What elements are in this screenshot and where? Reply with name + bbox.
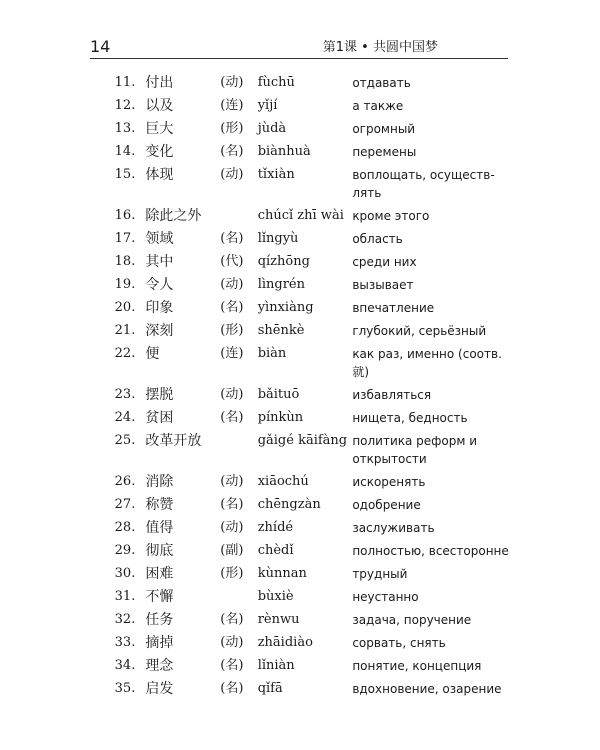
- entry-pinyin: lǐngyù: [257, 231, 299, 246]
- entry-translation: одобрение: [352, 498, 421, 512]
- entry-translation: как раз, именно (соотв. 就): [352, 347, 502, 379]
- entry-pinyin: lìngrén: [257, 277, 305, 292]
- entry-pinyin: bǎituō: [257, 387, 300, 402]
- entry-number: 22.: [114, 346, 136, 361]
- entry-part-of-speech: (名): [220, 612, 244, 627]
- entry-pinyin: lǐniàn: [257, 658, 295, 673]
- entry-pinyin: qízhōng: [257, 254, 310, 269]
- entry-part-of-speech: (代): [220, 254, 244, 269]
- entry-translation: воплощать, осуществ-лять: [352, 168, 495, 200]
- vocab-row: [90, 166, 510, 202]
- entry-number: 17.: [114, 231, 136, 246]
- entry-number: 13.: [114, 121, 136, 136]
- entry-translation: отдавать: [352, 76, 411, 90]
- entry-number: 15.: [114, 167, 136, 182]
- running-title: 第1课 • 共圆中国梦: [322, 40, 438, 55]
- vocab-row: [90, 120, 510, 138]
- entry-translation: а также: [352, 99, 404, 113]
- entry-word: 付出: [145, 75, 174, 91]
- entry-number: 18.: [114, 254, 136, 269]
- entry-translation: глубокий, серьёзный: [352, 324, 487, 338]
- vocab-row: [90, 276, 510, 294]
- vocab-row: [90, 299, 510, 317]
- entry-translation: неустанно: [352, 590, 419, 604]
- entry-pinyin: zhídé: [257, 520, 294, 535]
- entry-number: 11.: [114, 75, 136, 90]
- entry-word: 巨大: [145, 121, 174, 137]
- entry-word: 其中: [145, 254, 174, 270]
- entry-word: 令人: [145, 277, 174, 293]
- entry-word: 摆脱: [145, 387, 174, 403]
- entry-translation: кроме этого: [352, 209, 430, 223]
- entry-word: 以及: [145, 98, 174, 114]
- entry-word: 不懈: [145, 589, 174, 605]
- vocab-row: [90, 496, 510, 514]
- vocab-row: [90, 207, 510, 225]
- entry-translation: избавляться: [352, 388, 432, 402]
- entry-word: 体现: [145, 167, 174, 183]
- entry-word: 消除: [145, 474, 174, 490]
- entry-pinyin: bùxiè: [257, 589, 294, 604]
- entry-translation: понятие, концепция: [352, 659, 482, 673]
- vocab-row: [90, 386, 510, 404]
- entry-translation: впечатление: [352, 301, 435, 315]
- entry-pinyin: pínkùn: [257, 410, 304, 425]
- vocab-row: [90, 230, 510, 248]
- vocab-row: [90, 253, 510, 271]
- entry-translation: вызывает: [352, 278, 414, 292]
- entry-translation: огромный: [352, 122, 416, 136]
- entry-word: 领域: [145, 231, 174, 247]
- entry-number: 14.: [114, 144, 136, 159]
- entry-part-of-speech: (名): [220, 658, 244, 673]
- vocab-row: [90, 97, 510, 115]
- vocab-row: [90, 680, 510, 698]
- entry-part-of-speech: (动): [220, 635, 244, 650]
- entry-word: 任务: [145, 612, 174, 628]
- entry-part-of-speech: (名): [220, 231, 244, 246]
- vocab-row: [90, 519, 510, 537]
- entry-word: 彻底: [145, 543, 174, 559]
- entry-pinyin: chēngzàn: [257, 497, 321, 512]
- entry-number: 27.: [114, 497, 136, 512]
- entry-pinyin: biàn: [257, 346, 287, 361]
- entry-translation: перемены: [352, 145, 417, 159]
- entry-number: 32.: [114, 612, 136, 627]
- entry-word: 启发: [145, 681, 174, 697]
- entry-part-of-speech: (名): [220, 497, 244, 512]
- entry-part-of-speech: (名): [220, 681, 244, 696]
- entry-part-of-speech: (动): [220, 387, 244, 402]
- entry-number: 12.: [114, 98, 136, 113]
- entry-translation: среди них: [352, 255, 417, 269]
- entry-pinyin: rènwu: [257, 612, 300, 627]
- entry-pinyin: kùnnan: [257, 566, 307, 581]
- entry-word: 除此之外: [145, 208, 202, 224]
- entry-number: 25.: [114, 433, 136, 448]
- vocab-row: [90, 611, 510, 629]
- entry-word: 摘掉: [145, 635, 174, 651]
- entry-part-of-speech: (名): [220, 300, 244, 315]
- entry-translation: вдохновение, озарение: [352, 682, 502, 696]
- entry-pinyin: zhāidiào: [257, 635, 313, 650]
- entry-number: 19.: [114, 277, 136, 292]
- entry-word: 变化: [145, 144, 174, 160]
- entry-pinyin: gǎigé kāifàng: [257, 433, 348, 448]
- entry-translation: полностью, всесторонне: [352, 544, 509, 558]
- entry-number: 20.: [114, 300, 136, 315]
- entry-part-of-speech: (动): [220, 520, 244, 535]
- entry-word: 深刻: [145, 323, 174, 339]
- entry-number: 26.: [114, 474, 136, 489]
- entry-word: 改革开放: [145, 433, 202, 449]
- entry-part-of-speech: (连): [220, 346, 244, 361]
- vocab-row: [90, 542, 510, 560]
- entry-translation: нищета, бедность: [352, 411, 468, 425]
- entry-part-of-speech: (动): [220, 474, 244, 489]
- entry-translation: трудный: [352, 567, 408, 581]
- entry-pinyin: fùchū: [257, 75, 295, 90]
- entry-part-of-speech: (动): [220, 75, 244, 90]
- vocab-row: [90, 473, 510, 491]
- entry-number: 16.: [114, 208, 136, 223]
- entry-translation: заслуживать: [352, 521, 435, 535]
- vocab-row: [90, 565, 510, 583]
- entry-word: 印象: [145, 300, 174, 316]
- entry-number: 21.: [114, 323, 136, 338]
- entry-translation: политика реформ и открытости: [352, 434, 478, 466]
- entry-word: 便: [145, 346, 160, 362]
- vocab-row: [90, 143, 510, 161]
- entry-pinyin: biànhuà: [257, 144, 311, 159]
- page-header: [90, 36, 508, 59]
- entry-part-of-speech: (形): [220, 323, 244, 338]
- vocab-row: [90, 409, 510, 427]
- vocab-row: [90, 432, 510, 468]
- vocabulary-list: [90, 74, 510, 703]
- entry-pinyin: chúcǐ zhī wài: [257, 208, 344, 223]
- entry-number: 24.: [114, 410, 136, 425]
- entry-translation: сорвать, снять: [352, 636, 446, 650]
- vocab-row: [90, 322, 510, 340]
- entry-pinyin: chèdǐ: [257, 543, 294, 558]
- entry-pinyin: tǐxiàn: [257, 167, 295, 182]
- entry-translation: область: [352, 232, 403, 246]
- vocab-row: [90, 634, 510, 652]
- vocab-row: [90, 657, 510, 675]
- entry-number: 29.: [114, 543, 136, 558]
- entry-number: 33.: [114, 635, 136, 650]
- entry-number: 30.: [114, 566, 136, 581]
- vocab-row: [90, 345, 510, 381]
- entry-translation: искоренять: [352, 475, 426, 489]
- entry-part-of-speech: (名): [220, 144, 244, 159]
- entry-word: 困难: [145, 566, 174, 582]
- entry-word: 理念: [145, 658, 174, 674]
- entry-number: 23.: [114, 387, 136, 402]
- vocab-row: [90, 74, 510, 92]
- entry-pinyin: xiāochú: [257, 474, 309, 489]
- entry-pinyin: jùdà: [257, 121, 287, 136]
- entry-word: 值得: [145, 520, 174, 536]
- entry-part-of-speech: (副): [220, 543, 244, 558]
- vocab-row: [90, 588, 510, 606]
- entry-pinyin: qǐfā: [257, 681, 283, 696]
- entry-number: 35.: [114, 681, 136, 696]
- entry-part-of-speech: (形): [220, 121, 244, 136]
- entry-pinyin: yǐjí: [257, 98, 278, 113]
- entry-word: 贫困: [145, 410, 174, 426]
- entry-part-of-speech: (形): [220, 566, 244, 581]
- entry-translation: задача, поручение: [352, 613, 472, 627]
- entry-word: 称赞: [145, 497, 174, 513]
- entry-part-of-speech: (动): [220, 167, 244, 182]
- entry-number: 28.: [114, 520, 136, 535]
- entry-part-of-speech: (名): [220, 410, 244, 425]
- page-number: 14: [90, 37, 111, 56]
- entry-number: 34.: [114, 658, 136, 673]
- entry-part-of-speech: (连): [220, 98, 244, 113]
- entry-part-of-speech: (动): [220, 277, 244, 292]
- entry-pinyin: yìnxiàng: [257, 300, 314, 315]
- entry-number: 31.: [114, 589, 136, 604]
- entry-pinyin: shēnkè: [257, 323, 305, 338]
